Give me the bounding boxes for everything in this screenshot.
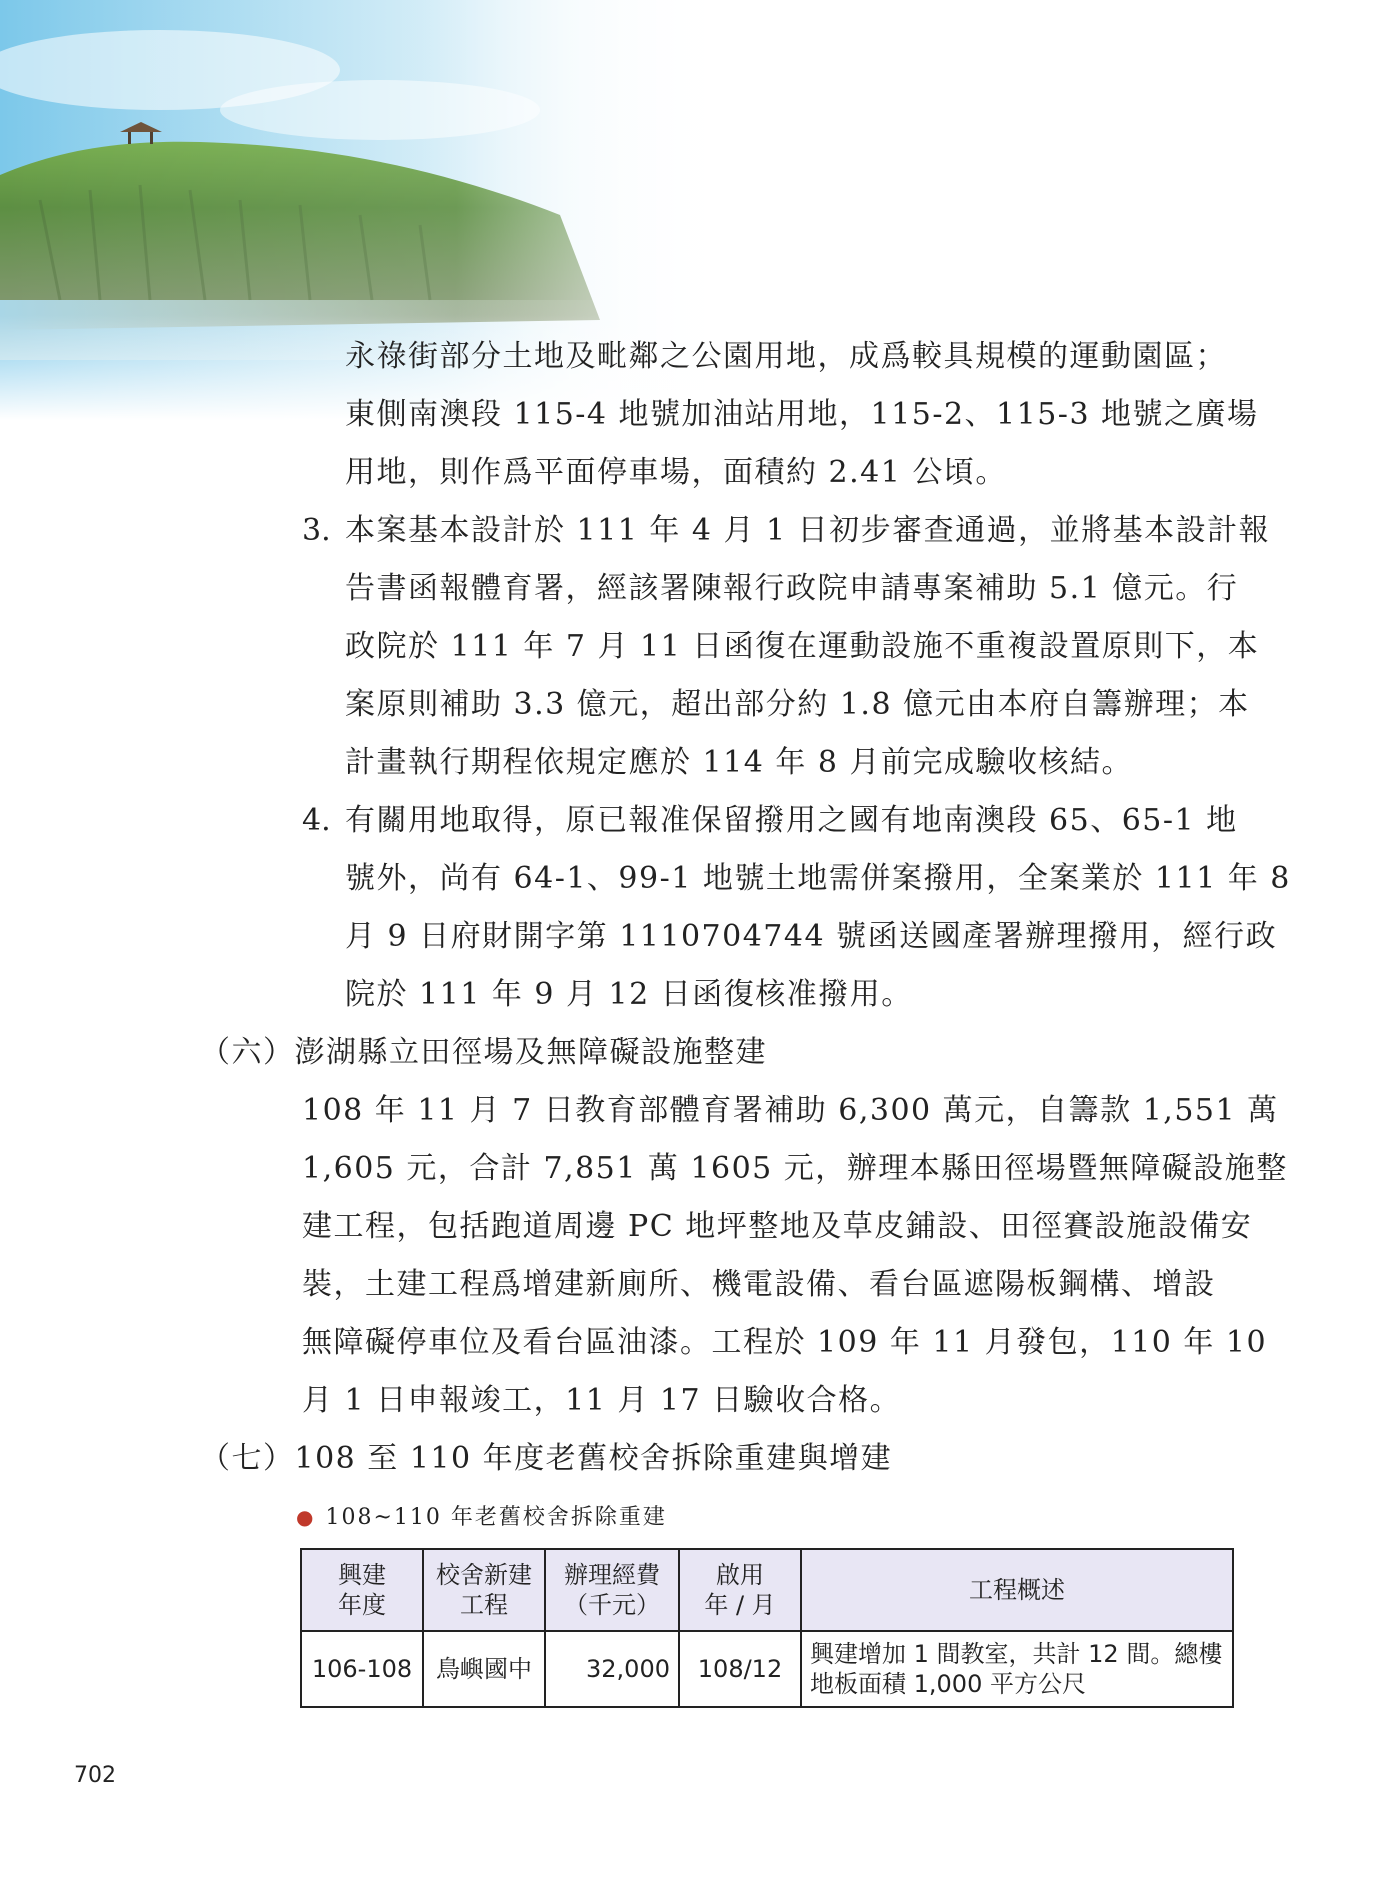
text-line: 院於 111 年 9 月 12 日函復核准撥用。: [345, 977, 913, 1012]
header-line: 年 / 月: [704, 1591, 776, 1619]
text-line: 永祿街部分土地及毗鄰之公園用地，成爲較具規模的運動園區；: [345, 339, 1227, 374]
text-line: 月 1 日申報竣工，11 月 17 日驗收合格。: [302, 1383, 902, 1418]
text-line: 1,605 元，合計 7,851 萬 1605 元，辦理本縣田徑場暨無障礙設施整: [302, 1151, 1288, 1186]
page-number: 702: [74, 1763, 116, 1788]
description-line: 地板面積 1,000 平方公尺: [810, 1670, 1086, 1698]
school-rebuild-table: [300, 1548, 1234, 1708]
text-line: 案原則補助 3.3 億元，超出部分約 1.8 億元由本府自籌辦理；本: [345, 687, 1250, 722]
cell-description: [801, 1631, 1233, 1707]
header-line: （千元）: [564, 1591, 660, 1619]
cell-school: 鳥嶼國中: [423, 1631, 545, 1707]
header-line: 啟用: [716, 1561, 764, 1589]
text-line: 計畫執行期程依規定應於 114 年 8 月前完成驗收核結。: [345, 745, 1133, 780]
header-open-date: [679, 1549, 801, 1631]
text-line: 裝，土建工程爲增建新廁所、機電設備、看台區遮陽板鋼構、增設: [302, 1267, 1216, 1302]
text-line: 政院於 111 年 7 月 11 日函復在運動設施不重複設置原則下，本: [345, 629, 1260, 664]
continued-paragraph: [345, 328, 1259, 502]
header-line: 校舍新建: [436, 1561, 532, 1589]
header-line: 工程概述: [969, 1576, 1065, 1604]
section-6-heading: （六）澎湖縣立田徑場及無障礙設施整建: [200, 1035, 767, 1070]
header-cost: [545, 1549, 679, 1631]
text-line: 建工程，包括跑道周邊 PC 地坪整地及草皮鋪設、田徑賽設施設備安: [302, 1209, 1253, 1244]
header-line: 工程: [460, 1591, 508, 1619]
text-line: 無障礙停車位及看台區油漆。工程於 109 年 11 月發包，110 年 10: [302, 1325, 1268, 1360]
bullet-icon: ●: [296, 1505, 316, 1529]
text-line: 108 年 11 月 7 日教育部體育署補助 6,300 萬元，自籌款 1,551 萬: [302, 1093, 1279, 1128]
section-7-heading: （七）108 至 110 年度老舊校舍拆除重建與增建: [200, 1441, 893, 1476]
header-school: [423, 1549, 545, 1631]
cell-open-date: 108/12: [679, 1631, 801, 1707]
header-line: 辦理經費: [564, 1561, 660, 1589]
table-row: [301, 1631, 1233, 1707]
text-line: 本案基本設計於 111 年 4 月 1 日初步審查通過，並將基本設計報: [345, 513, 1271, 548]
table-caption-text: 108~110 年老舊校舍拆除重建: [325, 1505, 667, 1530]
header-line: 興建: [338, 1561, 386, 1589]
text-line: 告書函報體育署，經該署陳報行政院申請專案補助 5.1 億元。行: [345, 571, 1239, 606]
item-number-4: 4.: [302, 803, 331, 838]
header-line: 年度: [338, 1591, 386, 1619]
text-line: 有關用地取得，原已報准保留撥用之國有地南澳段 65、65-1 地: [345, 803, 1238, 838]
cell-cost: 32,000: [545, 1631, 679, 1707]
description-line: 興建增加 1 間教室，共計 12 間。總樓: [810, 1640, 1223, 1668]
text-line: 東側南澳段 115-4 地號加油站用地，115-2、115-3 地號之廣場: [345, 397, 1259, 432]
table-header-row: [301, 1549, 1233, 1631]
section-6-paragraph: [302, 1082, 1288, 1430]
item-3-paragraph: [345, 502, 1271, 792]
item-4-paragraph: [345, 792, 1291, 1024]
text-line: 月 9 日府財開字第 1110704744 號函送國產署辦理撥用，經行政: [345, 919, 1278, 954]
text-line: 用地，則作爲平面停車場，面積約 2.41 公頃。: [345, 455, 1007, 490]
header-description: [801, 1549, 1233, 1631]
header-year: [301, 1549, 423, 1631]
item-number-3: 3.: [302, 513, 331, 548]
text-line: 號外，尚有 64-1、99-1 地號土地需併案撥用，全案業於 111 年 8: [345, 861, 1291, 896]
cell-year: 106-108: [301, 1631, 423, 1707]
table-caption: [296, 1500, 667, 1531]
